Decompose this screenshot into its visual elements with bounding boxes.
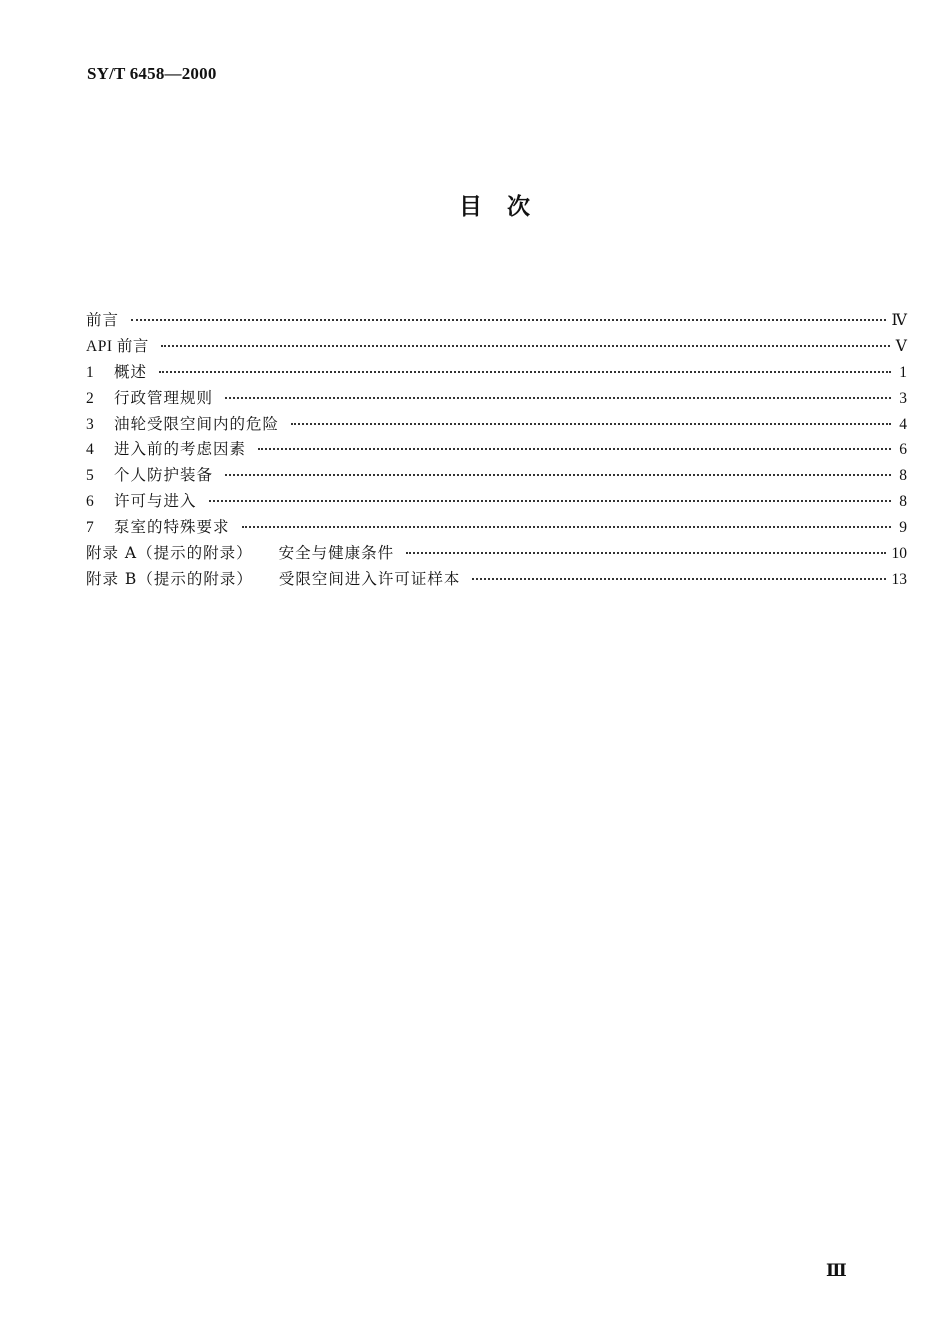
toc-entry-label: 个人防护装备 <box>114 466 214 485</box>
toc-entry-page: Ⅴ <box>895 337 907 355</box>
toc-entry-label: 附录 B（提示的附录） <box>86 569 253 588</box>
toc-entry-number: 4 <box>86 441 94 459</box>
page-number: Ⅲ <box>826 1261 847 1280</box>
toc-entry-label: 油轮受限空间内的危险 <box>114 414 280 433</box>
toc-entry-label: 概述 <box>114 362 148 381</box>
toc-entry-page: Ⅳ <box>891 312 907 329</box>
standard-code: SY/T 6458—2000 <box>87 64 217 83</box>
toc-entry-7[interactable] <box>86 515 907 541</box>
toc-entry-appendix-b[interactable] <box>86 567 907 593</box>
toc-entry-page: 4 <box>899 415 907 433</box>
toc-leader-dots <box>161 345 890 347</box>
toc-entry-2[interactable] <box>86 386 907 412</box>
toc-entry-1[interactable] <box>86 360 907 386</box>
toc-entry-number: 2 <box>86 389 94 407</box>
toc-entry-page: 1 <box>899 363 907 381</box>
toc-entry-label: API 前言 <box>86 337 149 355</box>
toc-leader-dots <box>291 423 891 425</box>
toc-entry-number: 6 <box>86 493 94 511</box>
toc-entry-4[interactable] <box>86 437 907 463</box>
toc-entry-label: 泵室的特殊要求 <box>114 518 230 537</box>
toc-leader-dots <box>242 526 891 528</box>
toc-leader-dots <box>258 448 891 450</box>
toc-leader-dots <box>225 397 891 399</box>
toc-entry-page: 13 <box>891 570 907 588</box>
toc-entry-page: 8 <box>899 493 907 511</box>
toc-entry-number: 1 <box>86 363 94 381</box>
toc-appendix-title: 受限空间进入许可证样本 <box>278 569 461 588</box>
toc-entry-page: 6 <box>899 441 907 459</box>
toc-entry-appendix-a[interactable] <box>86 541 907 567</box>
toc-leader-dots <box>406 552 885 554</box>
toc-entry-number: 5 <box>86 467 94 485</box>
toc-entry-label: 进入前的考虑因素 <box>114 440 247 459</box>
toc-entry-page: 3 <box>899 389 907 407</box>
toc-leader-dots <box>159 371 891 373</box>
toc-entry-label: 许可与进入 <box>114 492 197 511</box>
toc-entry-label: 前言 <box>86 311 120 329</box>
toc-leader-dots <box>131 319 885 321</box>
toc-appendix-title: 安全与健康条件 <box>278 544 395 563</box>
toc-entry-5[interactable] <box>86 463 907 489</box>
toc-leader-dots <box>225 474 891 476</box>
toc-leader-dots <box>209 500 891 502</box>
toc-entry-api-foreword[interactable] <box>86 334 907 360</box>
toc-entry-3[interactable] <box>86 412 907 438</box>
toc-entry-page: 9 <box>899 519 907 537</box>
toc-entry-foreword[interactable] <box>86 308 907 334</box>
table-of-contents <box>86 308 907 593</box>
page-title: 目 次 <box>459 194 531 220</box>
toc-entry-number: 3 <box>86 415 94 433</box>
toc-entry-label: 附录 A（提示的附录） <box>86 544 253 563</box>
toc-leader-dots <box>472 578 885 580</box>
toc-entry-6[interactable] <box>86 489 907 515</box>
toc-entry-label: 行政管理规则 <box>114 388 214 407</box>
toc-entry-page: 8 <box>899 467 907 485</box>
toc-entry-number: 7 <box>86 519 94 537</box>
toc-entry-page: 10 <box>891 545 907 563</box>
